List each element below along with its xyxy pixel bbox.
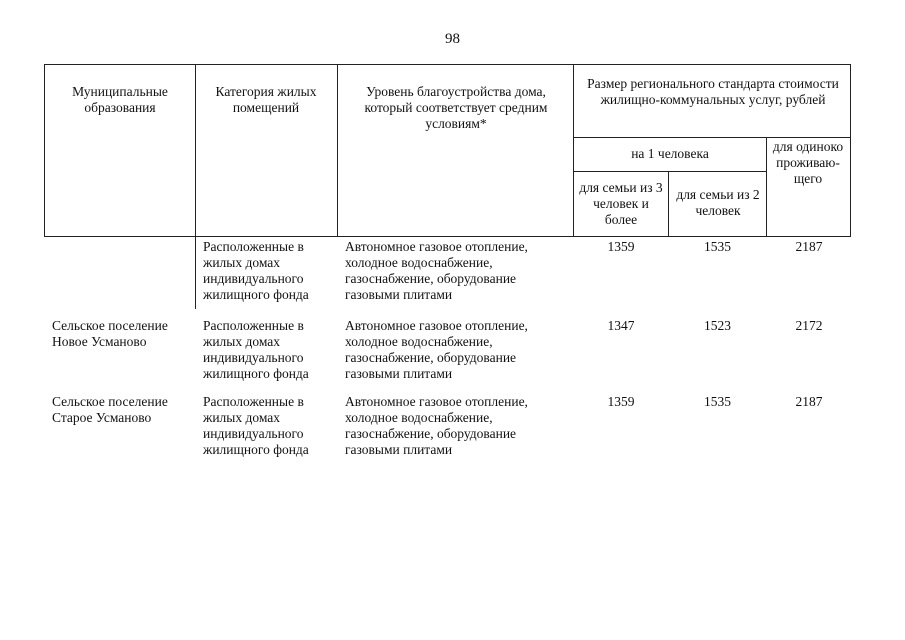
row-municipality: Сельское поселение Старое Усманово	[52, 394, 168, 425]
row-family2: 1535	[704, 394, 731, 409]
header-per-person: на 1 человека	[631, 146, 709, 161]
row-category: Расположенные в жилых домах индивидуального жилищного фонда	[203, 318, 309, 381]
row-single: 2172	[795, 318, 823, 333]
row-level: Автономное газовое отопление, холодное водоснабжение, газоснабжение, оборудование газовыми плитами	[345, 318, 528, 381]
header-divider	[573, 171, 766, 172]
header-municipality: Муниципальные образования	[72, 84, 168, 115]
header-family2: для семьи из 2 человек	[676, 187, 760, 218]
row-level: Автономное газовое отопление, холодное водоснабжение, газоснабжение, оборудование газовыми плитами	[345, 239, 528, 302]
row-single: 2187	[795, 239, 823, 254]
row-family3: 1359	[607, 394, 635, 409]
header-family3: для семьи из 3 человек и более	[579, 180, 663, 227]
row-category: Расположенные в жилых домах индивидуального жилищного фонда	[203, 239, 309, 302]
header-divider	[337, 64, 338, 237]
header-divider	[766, 137, 767, 237]
row-municipality: Сельское поселение Новое Усманово	[52, 318, 168, 349]
header-divider	[573, 137, 851, 138]
row-category: Расположенные в жилых домах индивидуального жилищного фонда	[203, 394, 309, 457]
row-single: 2187	[795, 394, 823, 409]
header-divider	[668, 171, 669, 237]
header-category: Категория жилых помещений	[215, 84, 317, 115]
row-level: Автономное газовое отопление, холодное водоснабжение, газоснабжение, оборудование газовыми плитами	[345, 394, 528, 457]
row-family2: 1523	[704, 318, 731, 333]
page-number: 98	[445, 31, 460, 47]
body-divider	[195, 237, 196, 309]
header-single: для одиноко проживаю-щего	[772, 139, 844, 186]
header-divider	[573, 64, 574, 237]
header-divider	[195, 64, 196, 237]
header-level: Уровень благоустройства дома, который соответствует средним условиям*	[364, 84, 548, 131]
row-family2: 1535	[704, 239, 731, 254]
row-family3: 1359	[607, 239, 635, 254]
header-standard: Размер регионального стандарта стоимости жилищно-коммунальных услуг, рублей	[587, 76, 839, 107]
row-family3: 1347	[607, 318, 635, 333]
